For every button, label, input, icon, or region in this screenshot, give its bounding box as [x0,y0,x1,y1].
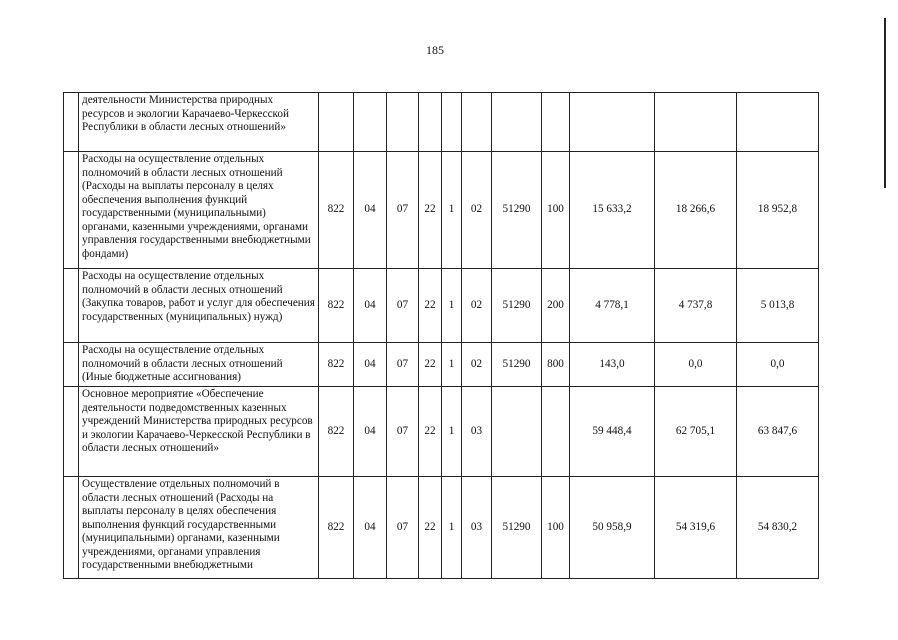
amount-year1-cell: 50 958,9 [570,477,655,579]
subsection-code-cell: 07 [387,387,419,477]
expense-type-cell: 800 [542,343,570,387]
direction-code-cell: 51290 [492,152,542,269]
amount-year2-cell: 54 319,6 [655,477,737,579]
description-cell: Расходы на осуществление отдельных полномочий в области лесных отношений (Закупка товаров, работ и услуг для обеспечения государственных (муниципальных) нужд) [79,269,319,343]
description-cell: Основное мероприятие «Обеспечение деятельности подведомственных казенных учреждений Министерства природных ресурсов и экологии Карачаево-Черкесской Республики в области лесных отношений» [79,387,319,477]
amount-year3-cell: 5 013,8 [737,269,819,343]
description-cell: деятельности Министерства природных ресурсов и экологии Карачаево-Черкесской Республики в области лесных отношений» [79,93,319,152]
table-row [64,343,819,387]
subprogram-code-cell: 1 [442,477,462,579]
section-code-cell: 04 [354,477,387,579]
row-number-cell [64,152,79,269]
section-code-cell [354,93,387,152]
budget-table [63,92,819,579]
event-code-cell: 02 [462,269,492,343]
event-code-cell: 03 [462,477,492,579]
amount-year1-cell: 15 633,2 [570,152,655,269]
table-row [64,477,819,579]
program-code-cell: 22 [419,269,442,343]
program-code-cell: 22 [419,152,442,269]
row-number-cell [64,93,79,152]
row-number-cell [64,477,79,579]
amount-year3-cell: 54 830,2 [737,477,819,579]
section-code-cell: 04 [354,269,387,343]
amount-year2-cell [655,93,737,152]
amount-year3-cell: 63 847,6 [737,387,819,477]
page-number: 185 [426,43,444,57]
expense-type-cell: 200 [542,269,570,343]
table-row [64,269,819,343]
row-number-cell [64,387,79,477]
amount-year3-cell [737,93,819,152]
expense-type-cell [542,93,570,152]
amount-year2-cell: 18 266,6 [655,152,737,269]
amount-year1-cell [570,93,655,152]
direction-code-cell: 51290 [492,343,542,387]
amount-year2-cell: 4 737,8 [655,269,737,343]
table-row [64,152,819,269]
direction-code-cell: 51290 [492,477,542,579]
subprogram-code-cell: 1 [442,387,462,477]
subsection-code-cell: 07 [387,343,419,387]
direction-code-cell [492,387,542,477]
direction-code-cell: 51290 [492,269,542,343]
subprogram-code-cell: 1 [442,343,462,387]
program-code-cell: 22 [419,387,442,477]
direction-code-cell [492,93,542,152]
subsection-code-cell: 07 [387,152,419,269]
amount-year3-cell: 18 952,8 [737,152,819,269]
ministry-code-cell: 822 [319,343,354,387]
scan-edge-mark [884,18,886,188]
description-cell: Расходы на осуществление отдельных полномочий в области лесных отношений (Расходы на выплаты персоналу в целях обеспечения выполнения функций государственными (муниципальными) органами, казенными учреждениями, органами управления государственными внебюджетными фондами) [79,152,319,269]
amount-year3-cell: 0,0 [737,343,819,387]
amount-year2-cell: 0,0 [655,343,737,387]
event-code-cell: 02 [462,152,492,269]
program-code-cell: 22 [419,477,442,579]
subsection-code-cell: 07 [387,477,419,579]
section-code-cell: 04 [354,387,387,477]
ministry-code-cell: 822 [319,152,354,269]
event-code-cell: 02 [462,343,492,387]
amount-year1-cell: 59 448,4 [570,387,655,477]
subprogram-code-cell [442,93,462,152]
table-row [64,387,819,477]
section-code-cell: 04 [354,152,387,269]
expense-type-cell: 100 [542,477,570,579]
ministry-code-cell: 822 [319,387,354,477]
amount-year1-cell: 4 778,1 [570,269,655,343]
ministry-code-cell: 822 [319,269,354,343]
event-code-cell [462,93,492,152]
section-code-cell: 04 [354,343,387,387]
program-code-cell: 22 [419,343,442,387]
subprogram-code-cell: 1 [442,269,462,343]
program-code-cell [419,93,442,152]
description-cell: Расходы на осуществление отдельных полномочий в области лесных отношений (Иные бюджетные ассигнования) [79,343,319,387]
subprogram-code-cell: 1 [442,152,462,269]
row-number-cell [64,343,79,387]
subsection-code-cell [387,93,419,152]
ministry-code-cell: 822 [319,477,354,579]
table-row [64,93,819,152]
expense-type-cell [542,387,570,477]
ministry-code-cell [319,93,354,152]
subsection-code-cell: 07 [387,269,419,343]
description-cell: Осуществление отдельных полномочий в области лесных отношений (Расходы на выплаты персоналу в целях обеспечения выполнения функций государственными (муниципальными) органами, казенными учреждениями, органами управления государственными внебюджетными [79,477,319,579]
row-number-cell [64,269,79,343]
expense-type-cell: 100 [542,152,570,269]
amount-year2-cell: 62 705,1 [655,387,737,477]
amount-year1-cell: 143,0 [570,343,655,387]
event-code-cell: 03 [462,387,492,477]
